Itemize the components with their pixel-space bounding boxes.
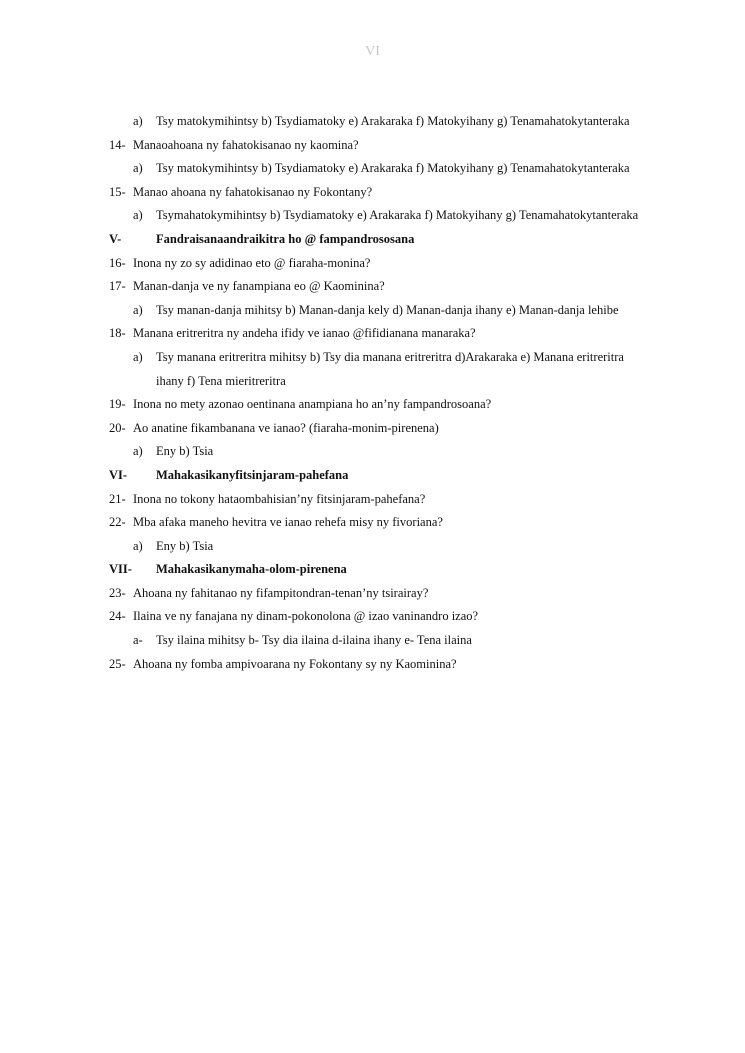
question-text: Inona no mety azonao oentinana anampiana ho an’ny fampandrosoana?	[133, 397, 492, 412]
option-text: Tsy ilaina mihitsy b- Tsy dia ilaina d-ilaina ihany e- Tena ilaina	[156, 633, 472, 648]
question-22	[109, 511, 654, 535]
question-23	[109, 582, 654, 606]
question-21	[109, 488, 654, 512]
question-number: 15-	[109, 184, 126, 199]
answer-options	[109, 535, 654, 559]
question-number: 17-	[109, 279, 126, 294]
question-text: Manaoahoana ny fahatokisanao ny kaomina?	[133, 137, 359, 152]
question-text: Manana eritreritra ny andeha ifidy ve ianao @fifidianana manaraka?	[133, 326, 476, 341]
option-text: Tsymahatokymihintsy b) Tsydiamatoky e) Arakaraka f) Matokyihany g) Tenamahatokytanteraka	[156, 208, 639, 223]
question-17	[109, 275, 654, 299]
option-marker: a-	[133, 633, 143, 648]
question-16	[109, 252, 654, 276]
question-number: 16-	[109, 255, 126, 270]
section-number: VI-	[109, 467, 128, 482]
option-marker: a)	[133, 208, 143, 223]
question-text: Ahoana ny fomba ampivoarana ny Fokontany sy ny Kaominina?	[133, 656, 457, 671]
question-number: 24-	[109, 609, 126, 624]
option-marker: a)	[133, 538, 143, 553]
question-number: 18-	[109, 326, 126, 341]
section-title: Fandraisanaandraikitra ho @ fampandrososana	[156, 231, 415, 246]
page-number: VI	[365, 44, 380, 59]
section-heading-vii	[109, 558, 654, 582]
question-18	[109, 322, 654, 346]
answer-options	[109, 346, 654, 393]
question-number: 22-	[109, 515, 126, 530]
question-number: 20-	[109, 420, 126, 435]
questionnaire-body	[109, 110, 654, 676]
answer-options	[109, 110, 654, 134]
option-marker: a)	[133, 444, 143, 459]
question-text: Inona no tokony hataombahisian’ny fitsinjaram-pahefana?	[133, 491, 426, 506]
question-24	[109, 605, 654, 629]
option-marker: a)	[133, 161, 143, 176]
answer-options	[109, 204, 654, 228]
question-text: Ao anatine fikambanana ve ianao? (fiaraha-monim-pirenena)	[133, 420, 439, 435]
option-text: Tsy manan-danja mihitsy b) Manan-danja kely d) Manan-danja ihany e) Manan-danja lehibe	[156, 302, 619, 317]
question-number: 21-	[109, 491, 126, 506]
answer-options	[109, 440, 654, 464]
answer-options	[109, 629, 654, 653]
answer-options	[109, 299, 654, 323]
option-text: Tsy manana eritreritra mihitsy b) Tsy dia manana eritreritra d)Arakaraka e) Manana eritreritra ihany f) Tena mieritreritra	[156, 349, 624, 388]
question-15	[109, 181, 654, 205]
option-marker: a)	[133, 114, 143, 128]
option-text: Eny b) Tsia	[156, 444, 214, 459]
question-14	[109, 134, 654, 158]
option-text: Tsy matokymihintsy b) Tsydiamatoky e) Arakaraka f) Matokyihany g) Tenamahatokytanteraka	[156, 161, 630, 176]
question-text: Inona ny zo sy adidinao eto @ fiaraha-monina?	[133, 255, 371, 270]
option-text: Eny b) Tsia	[156, 538, 214, 553]
question-19	[109, 393, 654, 417]
question-text: Ahoana ny fahitanao ny fifampitondran-tenan’ny tsirairay?	[133, 585, 429, 600]
question-20	[109, 417, 654, 441]
question-number: 23-	[109, 585, 126, 600]
question-number: 14-	[109, 137, 126, 152]
question-25	[109, 653, 654, 677]
section-number: V-	[109, 231, 122, 246]
question-number: 25-	[109, 656, 126, 671]
question-text: Ilaina ve ny fanajana ny dinam-pokonolona @ izao vaninandro izao?	[133, 609, 479, 624]
question-text: Manan-danja ve ny fanampiana eo @ Kaominina?	[133, 279, 385, 294]
section-heading-v	[109, 228, 654, 252]
question-number: 19-	[109, 397, 126, 412]
section-heading-vi	[109, 464, 654, 488]
question-text: Manao ahoana ny fahatokisanao ny Fokontany?	[133, 184, 373, 199]
section-title: Mahakasikanyfitsinjaram-pahefana	[156, 467, 349, 482]
question-text: Mba afaka maneho hevitra ve ianao rehefa misy ny fivoriana?	[133, 515, 443, 530]
option-marker: a)	[133, 349, 143, 364]
option-text: Tsy matokymihintsy b) Tsydiamatoky e) Arakaraka f) Matokyihany g) Tenamahatokytanteraka	[156, 114, 630, 128]
section-title: Mahakasikanymaha-olom-pirenena	[156, 562, 347, 577]
answer-options	[109, 157, 654, 181]
section-number: VII-	[109, 562, 132, 577]
option-marker: a)	[133, 302, 143, 317]
